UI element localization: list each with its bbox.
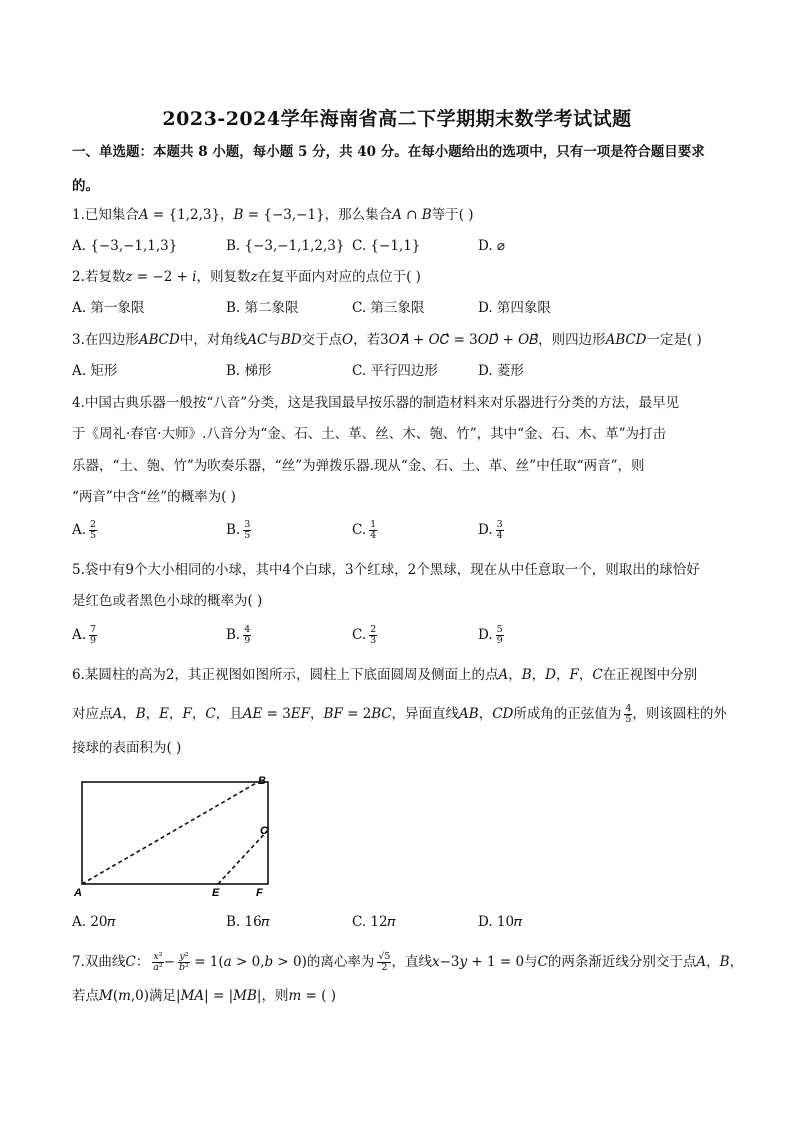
q4-stem-line2: 于《周礼·春官·大师》.八音分为“金、石、土、革、丝、木、匏、竹”，其中“金、石、木、革”为打击 — [72, 426, 666, 442]
cylinder-front-view-figure — [72, 770, 282, 900]
q6-stem-line2: 对应点𝐴，𝐵，𝐸，𝐹，𝐶，且𝐴𝐸 = 3𝐸𝐹，𝐵𝐹 = 2𝐵𝐶，异面直线𝐴𝐵，𝐶𝐷所成角的正弦值为 $\frac{4}{5}$ ，则该圆柱的外 — [72, 703, 727, 725]
q2-stem: 2.若复数𝑧 = −2 + 𝑖，则复数𝑧在复平面内对应的点位于( ) — [72, 269, 421, 285]
q3-option-d: D. 菱形 — [478, 363, 524, 379]
figure-segment-ab — [82, 782, 258, 884]
q2-option-b: B. 第二象限 — [226, 300, 299, 316]
q4-option-c: C. $\frac{1}{4}$ — [352, 519, 377, 541]
q3-option-b: B. 梯形 — [226, 363, 272, 379]
q5-option-c: C. $\frac{2}{3}$ — [352, 624, 377, 646]
figure-label-c: C — [260, 825, 268, 837]
q1-option-a: A. {−3,−1,1,3} — [72, 238, 178, 254]
q1-option-c: C. {−1,1} — [352, 238, 421, 254]
q7-stem-line1: 7.双曲线𝐶： $\frac{\text{𝑥²}}{\text{𝑎²}}$ − $\frac{\text{𝑦²}}{\text{𝑏²}}$ = 1(𝑎 > 0,𝑏 > 0)的离心率为 $\frac{√5}{2}$ ，直线𝑥−3𝑦 + 1 = 0与𝐶的两条渐近线分别交于点𝐴，𝐵， — [72, 951, 744, 973]
q2-option-a: A. 第一象限 — [72, 300, 145, 316]
figure-label-b: B — [258, 775, 266, 787]
q6-stem-line1: 6.某圆柱的高为2，其正视图如图所示，圆柱上下底面圆周及侧面上的点𝐴，𝐵，𝐷，𝐹，𝐶在正视图中分别 — [72, 667, 698, 683]
q4-option-a: A. $\frac{2}{5}$ — [72, 519, 97, 541]
q5-option-a: A. $\frac{7}{9}$ — [72, 624, 97, 646]
q1-option-d: D. ⌀ — [478, 238, 506, 254]
q5-stem-line1: 5.袋中有9个大小相同的小球，其中4个白球，3个红球，2个黑球，现在从中任意取一个，则取出的球恰好 — [72, 562, 700, 578]
q6-option-d: D. 10𝜋 — [478, 914, 523, 930]
q3-option-c: C. 平行四边形 — [352, 363, 438, 379]
q1-option-b: B. {−3,−1,1,2,3} — [226, 238, 345, 254]
q6-stem-line3: 接球的表面积为( ) — [72, 740, 182, 756]
q6-option-b: B. 16𝜋 — [226, 914, 270, 930]
figure-segment-ec — [218, 830, 268, 884]
section-heading-line2: 的。 — [72, 178, 99, 194]
q3-option-a: A. 矩形 — [72, 363, 118, 379]
q5-option-d: D. $\frac{5}{9}$ — [478, 624, 503, 646]
figure-label-a: A — [74, 887, 82, 899]
q4-stem-line4: “两音”中含“丝”的概率为( ) — [72, 489, 236, 505]
figure-label-e: E — [212, 887, 220, 899]
figure-label-f: F — [256, 887, 263, 899]
q4-option-d: D. $\frac{3}{4}$ — [478, 519, 503, 541]
q6-option-a: A. 20𝜋 — [72, 914, 116, 930]
q5-option-b: B. $\frac{4}{9}$ — [226, 624, 251, 646]
q1-stem: 1.已知集合𝐴 = {1,2,3}，𝐵 = {−3,−1}，那么集合𝐴 ∩ 𝐵等于( ) — [72, 207, 474, 223]
q6-option-c: C. 12𝜋 — [352, 914, 396, 930]
q4-stem-line1: 4.中国古典乐器一般按“八音”分类，这是我国最早按乐器的制造材料来对乐器进行分类的方法，最早见 — [72, 395, 680, 411]
page-title: 2023-2024学年海南省高二下学期期末数学考试试题 — [162, 108, 632, 130]
q4-option-b: B. $\frac{3}{5}$ — [226, 519, 251, 541]
q4-stem-line3: 乐器，“土、匏、竹”为吹奏乐器，“丝”为弹拨乐器.现从“金、石、土、革、丝”中任取“两音”，则 — [72, 458, 645, 474]
section-heading-line1: 一、单选题：本题共 8 小题，每小题 5 分，共 40 分。在每小题给出的选项中，只有一项是符合题目要求 — [72, 144, 705, 160]
q3-stem: 3.在四边形𝐴𝐵𝐶𝐷中，对角线𝐴𝐶与𝐵𝐷交于点𝑂，若3𝑂𝐴⃗ + 𝑂𝐶⃗ = 3𝑂𝐷⃗ + 𝑂𝐵⃗，则四边形𝐴𝐵𝐶𝐷一定是( ) — [72, 332, 702, 348]
q5-stem-line2: 是红色或者黑色小球的概率为( ) — [72, 593, 263, 609]
q2-option-d: D. 第四象限 — [478, 300, 551, 316]
q7-stem-line2: 若点𝑀(𝑚,0)满足|𝑀𝐴| = |𝑀𝐵|，则𝑚 = ( ) — [72, 988, 336, 1004]
q2-option-c: C. 第三象限 — [352, 300, 425, 316]
